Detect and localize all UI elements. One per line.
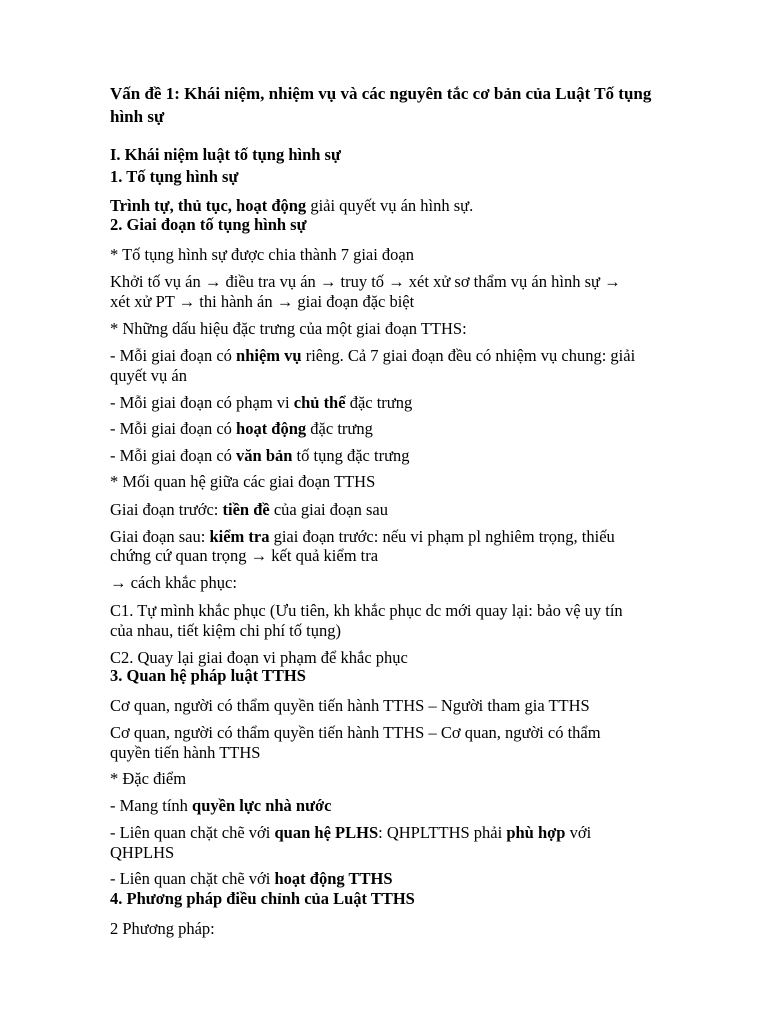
- paragraph: Khởi tố vụ án → điều tra vụ án → truy tố → xét xử sơ thẩm vụ án hình sự →: [110, 272, 621, 291]
- text: giai đoạn trước: nếu vi phạm pl nghiêm trọng, thiếu: [269, 527, 615, 546]
- list-item: [110, 446, 410, 466]
- bold-text: chủ thể: [293, 393, 346, 412]
- paragraph: * Tố tụng hình sự được chia thành 7 giai đoạn: [110, 245, 415, 264]
- text: giải quyết vụ án hình sự.: [306, 196, 474, 215]
- paragraph: [110, 527, 615, 547]
- list-item-cont: quyết vụ án: [110, 366, 187, 385]
- paragraph: C2. Quay lại giai đoạn vi phạm để khắc phục: [110, 648, 408, 667]
- text: tố tụng đặc trưng: [292, 446, 410, 465]
- paragraph: * Đặc điểm: [110, 769, 187, 788]
- paragraph: Cơ quan, người có thẩm quyền tiến hành TTHS – Cơ quan, người có thẩm: [110, 723, 601, 742]
- bold-text: quan hệ PLHS: [274, 823, 379, 842]
- paragraph-cont: của nhau, tiết kiệm chi phí tố tụng): [110, 621, 341, 640]
- text: - Mỗi giai đoạn có phạm vi: [110, 393, 294, 412]
- list-item: [110, 796, 331, 816]
- text: Giai đoạn trước:: [110, 500, 223, 519]
- text: - Mỗi giai đoạn có: [110, 419, 237, 438]
- section-heading-1: I. Khái niệm luật tố tụng hình sự: [110, 145, 341, 164]
- bold-text: hoạt động: [236, 419, 307, 438]
- text: - Mỗi giai đoạn có: [110, 346, 237, 365]
- text: - Liên quan chặt chẽ với: [110, 869, 275, 888]
- text: Giai đoạn sau:: [110, 527, 210, 546]
- paragraph: [110, 196, 473, 216]
- list-item: [110, 869, 393, 889]
- text: - Liên quan chặt chẽ với: [110, 823, 275, 842]
- text: - Mỗi giai đoạn có: [110, 446, 237, 465]
- text: : QHPLTTHS phải: [378, 823, 507, 842]
- list-item: [110, 419, 373, 439]
- document-title-cont: hình sự: [110, 107, 165, 126]
- bold-text: phù hợp: [506, 823, 566, 842]
- bold-text: kiểm tra: [209, 527, 270, 546]
- paragraph-cont: xét xử PT → thi hành án → giai đoạn đặc biệt: [110, 292, 415, 311]
- paragraph: * Những dấu hiệu đặc trưng của một giai đoạn TTHS:: [110, 319, 467, 338]
- list-item: [110, 393, 412, 413]
- text: đặc trưng: [306, 419, 373, 438]
- text: - Mang tính: [110, 796, 193, 815]
- text: với: [565, 823, 592, 842]
- text: riêng. Cả 7 giai đoạn đều có nhiệm vụ chung: giải: [301, 346, 636, 365]
- subheading-4: 4. Phương pháp điều chỉnh của Luật TTHS: [110, 889, 415, 908]
- list-item: [110, 346, 635, 366]
- paragraph-cont: chứng cứ quan trọng → kết quả kiểm tra: [110, 546, 379, 565]
- bold-text: hoạt động TTHS: [274, 869, 393, 888]
- list-item: [110, 823, 591, 843]
- paragraph: [110, 500, 388, 520]
- bold-text: nhiệm vụ: [236, 346, 302, 365]
- paragraph-cont: quyền tiến hành TTHS: [110, 743, 261, 762]
- paragraph: Cơ quan, người có thẩm quyền tiến hành TTHS – Người tham gia TTHS: [110, 696, 590, 715]
- bold-text: văn bản: [236, 446, 293, 465]
- paragraph: C1. Tự mình khắc phục (Ưu tiên, kh khắc phục dc mới quay lại: bảo vệ uy tín: [110, 601, 623, 620]
- bold-text: quyền lực nhà nước: [192, 796, 332, 815]
- subheading-1: 1. Tố tụng hình sự: [110, 167, 239, 186]
- paragraph: 2 Phương pháp:: [110, 919, 215, 938]
- list-item-cont: QHPLHS: [110, 843, 175, 862]
- paragraph: * Mối quan hệ giữa các giai đoạn TTHS: [110, 472, 376, 491]
- text: đặc trưng: [345, 393, 413, 412]
- paragraph: → cách khắc phục:: [110, 573, 237, 592]
- bold-text: tiền đề: [222, 500, 270, 519]
- document-title: Vấn đề 1: Khái niệm, nhiệm vụ và các nguyên tắc cơ bản của Luật Tố tụng: [110, 84, 652, 103]
- text: của giai đoạn sau: [269, 500, 388, 519]
- subheading-3: 3. Quan hệ pháp luật TTHS: [110, 666, 306, 685]
- subheading-2: 2. Giai đoạn tố tụng hình sự: [110, 215, 307, 234]
- bold-text: Trình tự, thủ tục, hoạt động: [110, 196, 307, 215]
